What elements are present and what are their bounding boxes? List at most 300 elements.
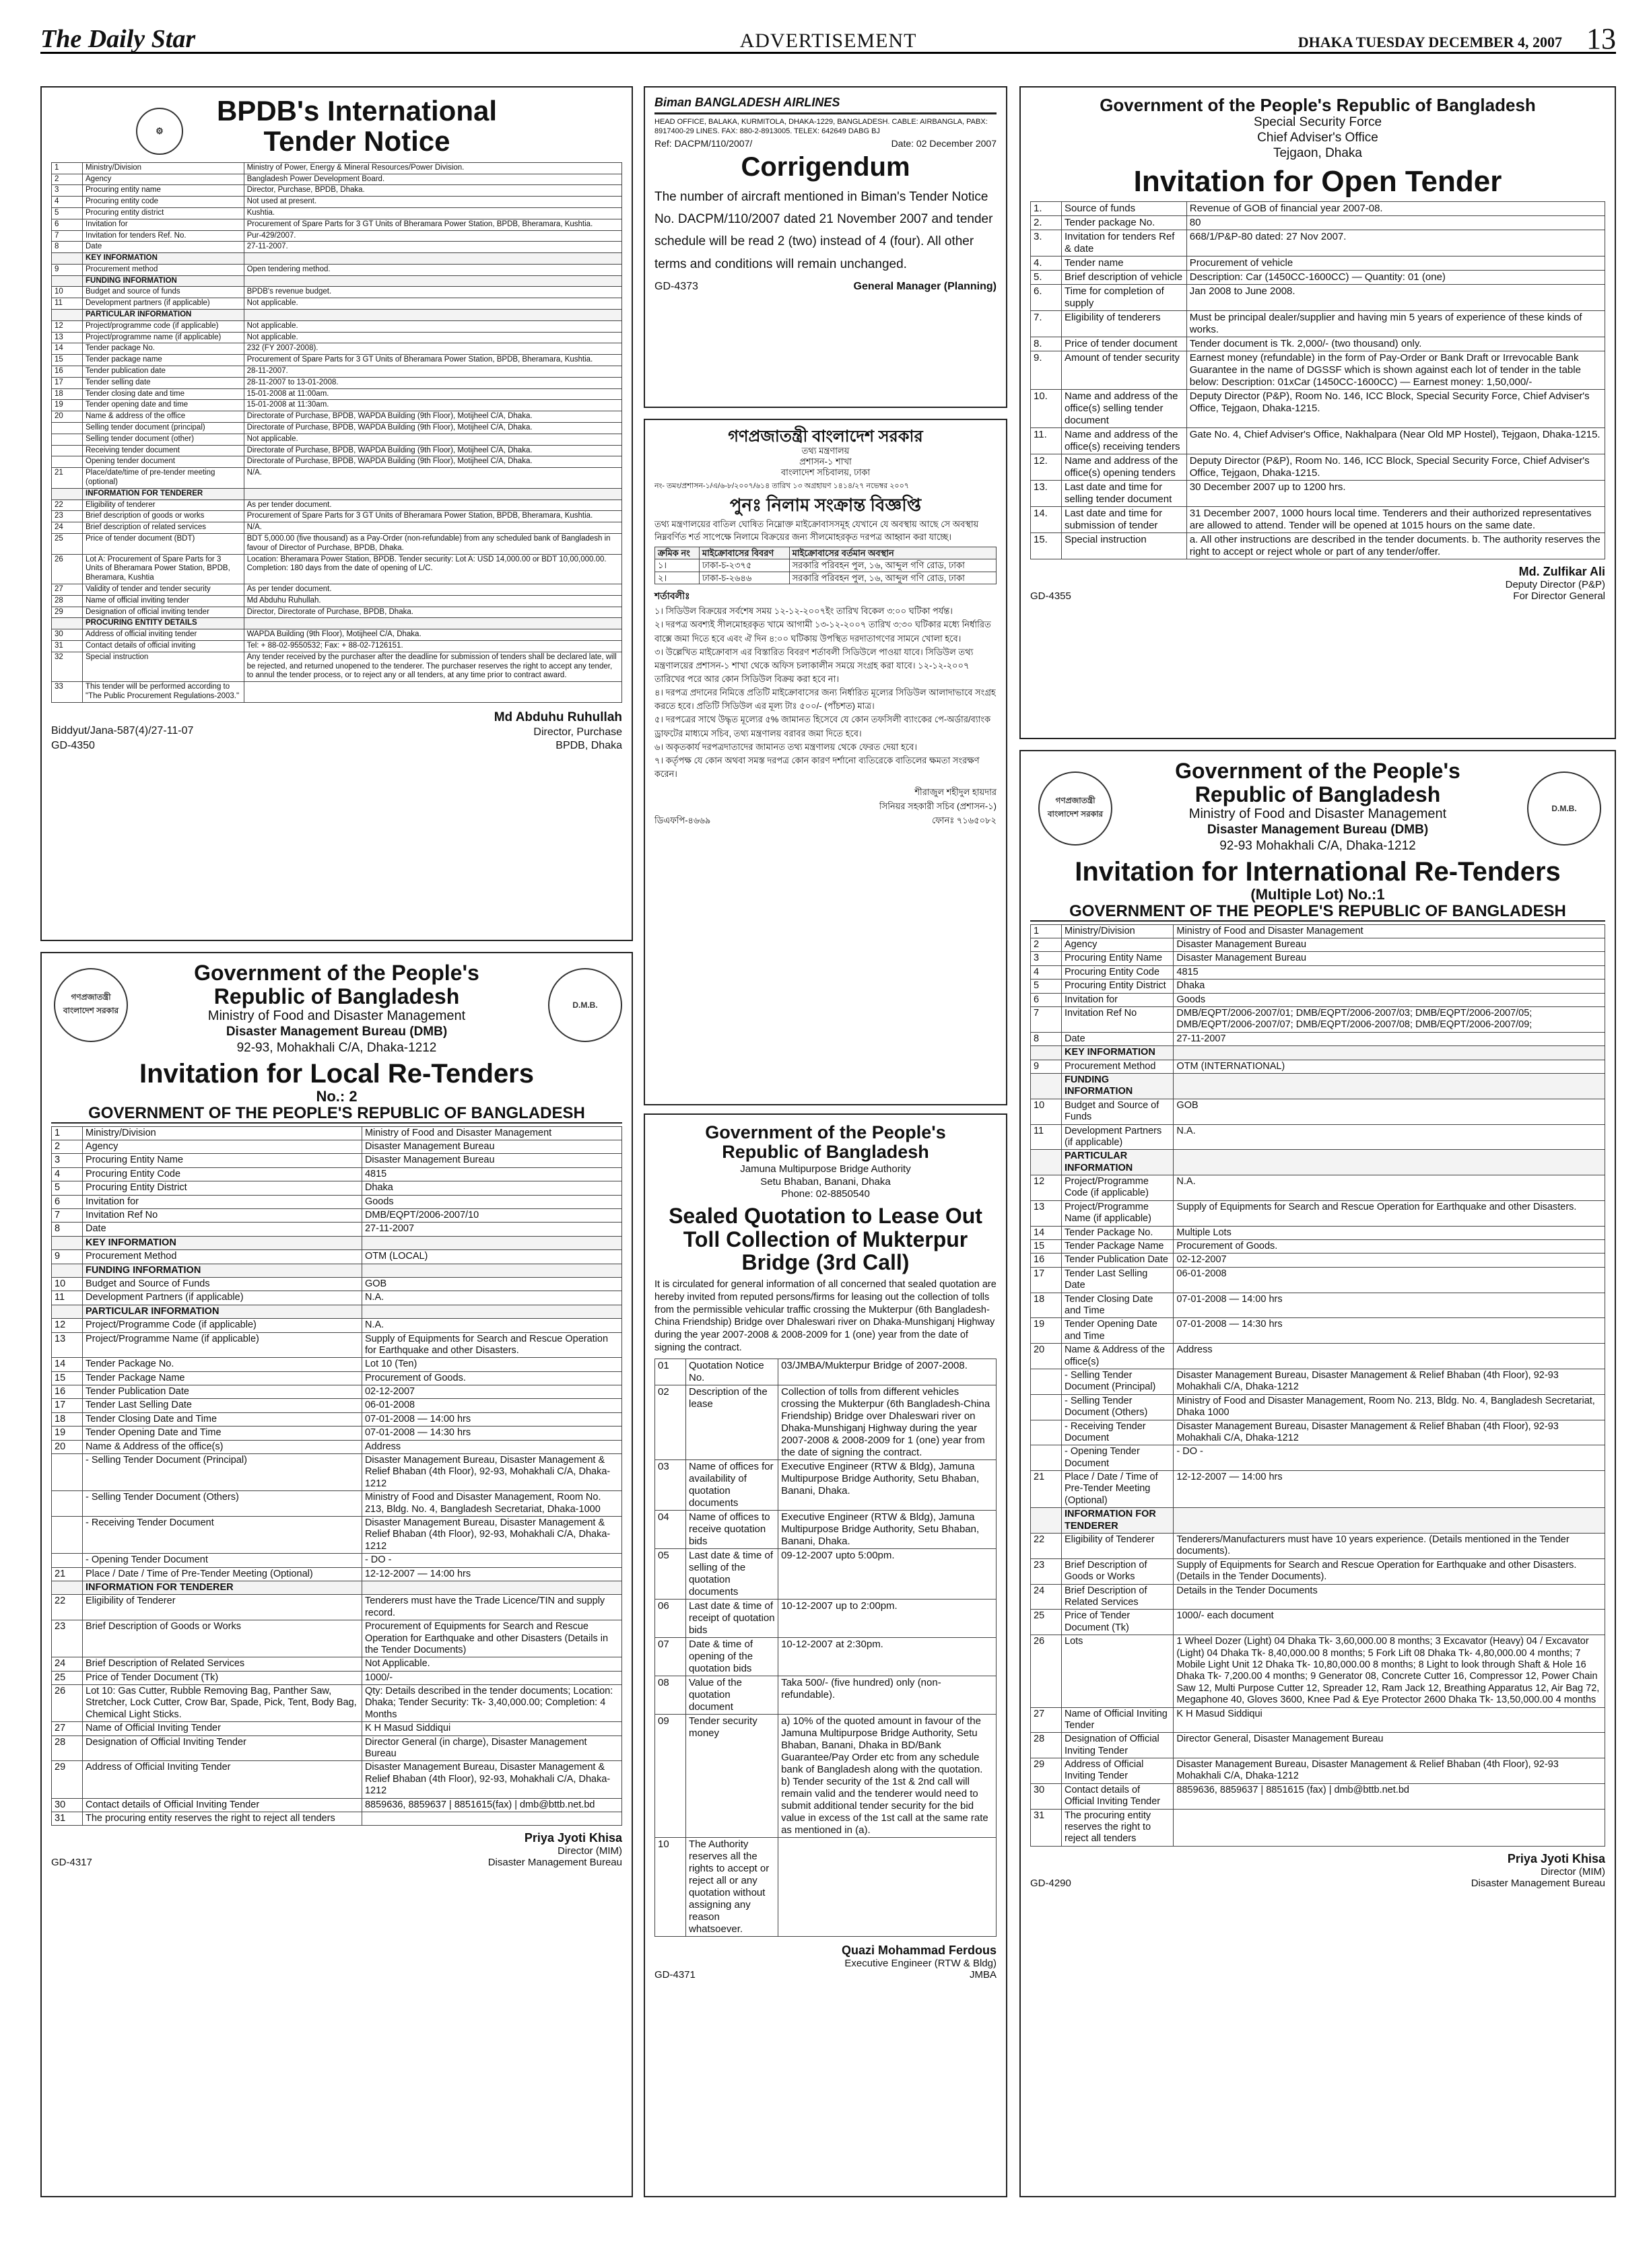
dmbi-row-cell: Disaster Management Bureau, Disaster Management & Relief Bhaban (4th Floor), 92-93 Mohakhali C/A, Dhaka-1212 — [1174, 1420, 1605, 1445]
dmbl-row-cell: 7 — [52, 1209, 83, 1223]
dmbl-row-cell: Contact details of Official Inviting Tender — [83, 1798, 362, 1812]
dmbi-tender-table — [1030, 924, 1605, 1847]
bpdb-row-cell: N/A. — [244, 468, 621, 489]
dmbl-row-cell — [362, 1812, 621, 1825]
ssf-row — [1031, 216, 1605, 230]
dmbi-row — [1031, 1558, 1605, 1584]
dmbl-row — [52, 1319, 622, 1332]
bpdb-row-cell: FUNDING INFORMATION — [83, 275, 244, 287]
ssf-row — [1031, 481, 1605, 507]
dmbi-row-cell: 30 — [1031, 1783, 1062, 1809]
dmbl-row-cell: 11 — [52, 1291, 83, 1305]
dmbl-row — [52, 1358, 622, 1371]
jamuna-row-cell: 06 — [655, 1599, 686, 1637]
dmbi-row-cell: 8859636, 8859637 | 8851615 (fax) | dmb@bttb.net.bd — [1174, 1783, 1605, 1809]
bpdb-row — [52, 629, 622, 641]
dmbl-row-cell: Procurement of Equipments for Search and Rescue Operation for Earthquake and other Disasters (Details in the Tender Documents) — [362, 1620, 621, 1657]
bpdb-row-cell: Lot A: Procurement of Spare Parts for 3 Units of Bheramara Power Station, BPDB, Bheramara, Kushtia — [83, 554, 244, 584]
dmbi-row-cell: 9 — [1031, 1060, 1062, 1073]
dmbi-row-cell: 1000/- each document — [1174, 1610, 1605, 1635]
bpdb-row — [52, 343, 622, 355]
ssf-row-cell: Tender document is Tk. 2,000/- (two thousand) only. — [1186, 337, 1605, 351]
dmbi-row-cell: 15 — [1031, 1240, 1062, 1253]
dmbl-row — [52, 1812, 622, 1825]
bpdb-row-cell: Not used at present. — [244, 197, 621, 208]
dmbi-row-cell: 31 — [1031, 1809, 1062, 1846]
ssf-title: Government of the People's Republic of Bangladesh — [1100, 95, 1536, 115]
bpdb-row-cell — [52, 456, 83, 468]
bpdb-row-cell: Not applicable. — [244, 332, 621, 343]
dmbl-row-cell: Project/Programme Name (if applicable) — [83, 1332, 362, 1358]
dmbl-row-cell: 13 — [52, 1332, 83, 1358]
dmbi-row-cell: 06-01-2008 — [1174, 1267, 1605, 1293]
bangla-cell: সরকারি পরিবহন পুল, ১৬, আব্দুল গণি রোড, ঢাকা — [789, 572, 996, 584]
bpdb-row-cell: Tel: + 88-02-9550532; Fax: + 88-02-7126151. — [244, 640, 621, 652]
dmbl-row-cell: - Opening Tender Document — [83, 1554, 362, 1567]
bpdb-row-cell: 8 — [52, 242, 83, 253]
ssf-row-cell: Tender package No. — [1062, 216, 1187, 230]
dmbi-row-cell: Name & Address of the office(s) — [1062, 1344, 1174, 1369]
bpdb-row-cell: 14 — [52, 343, 83, 355]
dmbi-row-cell: Supply of Equipments for Search and Rescue Operation for Earthquake and other Disasters. — [1174, 1200, 1605, 1226]
dmbi-row-cell: Project/Programme Name (if applicable) — [1062, 1200, 1174, 1226]
bpdb-row-cell: 12 — [52, 320, 83, 332]
jamuna-row — [655, 1385, 997, 1459]
dmbi-row-cell — [1031, 1046, 1062, 1060]
bpdb-row-cell: Special instruction — [83, 652, 244, 681]
dmbl-row-cell: Disaster Management Bureau, Disaster Management & Relief Bhaban (4th Floor), 92-93, Mohakhali C/A, Dhaka-1212 — [362, 1761, 621, 1798]
bpdb-title-line2: Tender Notice — [263, 125, 450, 158]
dmbl-row-cell: 06-01-2008 — [362, 1399, 621, 1412]
dmbi-row-cell: 22 — [1031, 1534, 1062, 1559]
dmbl-row-cell: Director General (in charge), Disaster Management Bureau — [362, 1736, 621, 1761]
dmbl-row-cell: Tender Package Name — [83, 1371, 362, 1385]
dmbl-title2: Republic of Bangladesh — [213, 984, 460, 1008]
dmbl-row-cell: Eligibility of Tenderer — [83, 1595, 362, 1620]
ssf-row-cell: 4. — [1031, 256, 1062, 271]
dmbl-row — [52, 1685, 622, 1722]
dmbl-row-cell: Not Applicable. — [362, 1657, 621, 1671]
dmbi-row-cell: 02-12-2007 — [1174, 1253, 1605, 1267]
dmbi-row-cell — [1174, 1809, 1605, 1846]
jamuna-code: GD-4371 — [654, 1968, 696, 1981]
dmbi-row-cell — [1174, 1046, 1605, 1060]
dmbl-row-cell: 25 — [52, 1671, 83, 1684]
dmbl-row-cell: GOB — [362, 1277, 621, 1291]
dmb-seal-icon — [548, 968, 622, 1042]
jamuna-row-cell: Value of the quotation document — [686, 1676, 778, 1714]
bpdb-row — [52, 185, 622, 197]
bpdb-row-cell: Contact details of official inviting — [83, 640, 244, 652]
dmbi-row-cell: Ministry/Division — [1062, 924, 1174, 938]
dmbl-row — [52, 1620, 622, 1657]
jamuna-row — [655, 1637, 997, 1676]
ssf-row-cell: Eligibility of tenderers — [1062, 311, 1187, 337]
dmbl-row-cell — [362, 1581, 621, 1594]
bpdb-row-cell: Tender publication date — [83, 366, 244, 378]
bpdb-row-cell: 7 — [52, 230, 83, 242]
dmbi-row-cell: Address of Official Inviting Tender — [1062, 1758, 1174, 1784]
dmbl-sub1: Ministry of Food and Disaster Management — [207, 1008, 466, 1024]
dmbl-row-cell: Invitation Ref No — [83, 1209, 362, 1223]
jamuna-row — [655, 1837, 997, 1936]
biman-title: Corrigendum — [741, 151, 910, 182]
dmbi-row-cell: Invitation Ref No — [1062, 1007, 1174, 1033]
dmbl-row-cell: Lot 10 (Ten) — [362, 1358, 621, 1371]
biman-corrigendum-ad — [644, 86, 1007, 408]
jamuna-row-cell: Executive Engineer (RTW & Bldg), Jamuna Multipurpose Bridge Authority, Setu Bhaban, Banani, Dhaka. — [778, 1510, 997, 1548]
bpdb-ref: Biddyut/Jana-587(4)/27-11-07 — [51, 724, 194, 736]
dmbl-row-cell: Project/Programme Code (if applicable) — [83, 1319, 362, 1332]
bpdb-row-cell: INFORMATION FOR TENDERER — [83, 488, 244, 500]
bpdb-row-cell: 32 — [52, 652, 83, 681]
bpdb-row-cell: Invitation for tenders Ref. No. — [83, 230, 244, 242]
dmbi-row-cell: - Selling Tender Document (Principal) — [1062, 1369, 1174, 1394]
dmbl-row — [52, 1332, 622, 1358]
ssf-tender-table — [1030, 201, 1605, 559]
jamuna-row-cell: 02 — [655, 1385, 686, 1459]
dmbi-row — [1031, 1267, 1605, 1293]
dmbl-designation: Director (MIM) — [558, 1845, 622, 1857]
jamuna-row-cell — [778, 1837, 997, 1936]
bpdb-row — [52, 618, 622, 629]
bpdb-row-cell — [52, 310, 83, 321]
dmbl-row — [52, 1671, 622, 1684]
bangla-title: গণপ্রজাতন্ত্রী বাংলাদেশ সরকার — [728, 427, 923, 446]
bpdb-row — [52, 275, 622, 287]
dmbl-row-cell: Tenderers must have the Trade Licence/TIN and supply record. — [362, 1595, 621, 1620]
bpdb-row-cell: Tender opening date and time — [83, 400, 244, 411]
bpdb-row-cell: Directorate of Purchase, BPDB, WAPDA Building (9th Floor), Motijheel C/A, Dhaka. — [244, 445, 621, 456]
dmbi-row — [1031, 1073, 1605, 1099]
dmbi-row-cell: 28 — [1031, 1733, 1062, 1758]
dmbl-row — [52, 1167, 622, 1181]
dmbi-row-cell — [1174, 1073, 1605, 1099]
dmbi-row-cell: Tender Closing Date and Time — [1062, 1293, 1174, 1318]
dmbi-row-cell: N.A. — [1174, 1175, 1605, 1201]
bpdb-row — [52, 355, 622, 366]
dmbi-row — [1031, 1253, 1605, 1267]
dmbi-row-cell: Tenderers/Manufacturers must have 10 years experience. (Details mentioned in the Tender documents). — [1174, 1534, 1605, 1559]
bpdb-row — [52, 682, 622, 703]
dmbl-row-cell: Invitation for — [83, 1195, 362, 1208]
dmbl-row-cell: 31 — [52, 1812, 83, 1825]
dmbi-row-cell: Ministry of Food and Disaster Management — [1174, 924, 1605, 938]
dmbl-row-cell: 19 — [52, 1427, 83, 1440]
bpdb-row-cell: 22 — [52, 500, 83, 511]
dmbi-row-cell: 24 — [1031, 1584, 1062, 1610]
dmbi-gov-line: GOVERNMENT OF THE PEOPLE'S REPUBLIC OF BANGLADESH — [1030, 903, 1605, 922]
bpdb-row-cell: Development partners (if applicable) — [83, 298, 244, 310]
bpdb-row-cell: 28-11-2007. — [244, 366, 621, 378]
jamuna-row-cell: Name of offices for availability of quotation documents — [686, 1459, 778, 1510]
bpdb-row — [52, 197, 622, 208]
bpdb-row-cell: Project/programme code (if applicable) — [83, 320, 244, 332]
jamuna-row — [655, 1548, 997, 1599]
jamuna-row-cell: 09 — [655, 1714, 686, 1837]
dmbl-tender-table — [51, 1126, 622, 1826]
dmbl-row-cell: 18 — [52, 1412, 83, 1426]
ssf-sub1: Special Security Force — [1253, 115, 1382, 130]
dmbi-heading: Invitation for International Re-Tenders — [1075, 856, 1561, 887]
bangla-header-cell: ক্রমিক নং — [655, 547, 700, 559]
dmbl-row-cell: 20 — [52, 1440, 83, 1453]
dmbi-row-cell: 4 — [1031, 965, 1062, 979]
jamuna-row — [655, 1459, 997, 1510]
dmbl-row-cell: Development Partners (if applicable) — [83, 1291, 362, 1305]
dmbi-code: GD-4290 — [1030, 1877, 1071, 1889]
ssf-signer: Md. Zulfikar Ali — [1518, 565, 1605, 579]
bpdb-designation: Director, Purchase — [533, 726, 622, 738]
bpdb-row — [52, 445, 622, 456]
jamuna-row-cell: Name of offices to receive quotation bids — [686, 1510, 778, 1548]
dmbl-row — [52, 1154, 622, 1167]
dmbl-row — [52, 1236, 622, 1249]
dmbl-row-cell: N.A. — [362, 1291, 621, 1305]
dmbi-row — [1031, 1099, 1605, 1124]
dmbl-row-cell: Disaster Management Bureau — [362, 1154, 621, 1167]
bpdb-row — [52, 366, 622, 378]
dmb-seal-icon-2 — [1527, 771, 1601, 846]
dmbi-row-cell: 18 — [1031, 1293, 1062, 1318]
dmbl-row-cell: DMB/EQPT/2006-2007/10 — [362, 1209, 621, 1223]
bpdb-row-cell: Pur-429/2007. — [244, 230, 621, 242]
jamuna-row — [655, 1676, 997, 1714]
dmbl-row-cell: Name of Official Inviting Tender — [83, 1722, 362, 1736]
dmbl-row — [52, 1427, 622, 1440]
dmbi-row-cell: 6 — [1031, 993, 1062, 1006]
dmbl-row-cell: 07-01-2008 — 14:00 hrs — [362, 1412, 621, 1426]
dmbi-row-cell — [1031, 1150, 1062, 1175]
jamuna-row-cell: Description of the lease — [686, 1385, 778, 1459]
dmbl-row-cell: 27-11-2007 — [362, 1223, 621, 1236]
bpdb-row — [52, 607, 622, 618]
bpdb-row-cell: 27-11-2007. — [244, 242, 621, 253]
newspaper-brand: The Daily Star — [40, 25, 196, 53]
ssf-row-cell: 5. — [1031, 271, 1062, 285]
dmbl-sub3: 92-93, Mohakhali C/A, Dhaka-1212 — [236, 1040, 437, 1055]
bpdb-row-cell — [244, 275, 621, 287]
bpdb-row-cell: Opening tender document — [83, 456, 244, 468]
ssf-row-cell: 11. — [1031, 428, 1062, 454]
bpdb-row-cell: Price of tender document (BDT) — [83, 534, 244, 555]
bpdb-row — [52, 298, 622, 310]
dmbi-row-cell: 17 — [1031, 1267, 1062, 1293]
jamuna-row-cell: 03 — [655, 1459, 686, 1510]
dmbi-row — [1031, 965, 1605, 979]
dmbi-row-cell: Multiple Lots — [1174, 1226, 1605, 1239]
bpdb-row-cell: 3 — [52, 185, 83, 197]
ssf-row — [1031, 230, 1605, 256]
bpdb-row-cell: PROCURING ENTITY DETAILS — [83, 618, 244, 629]
bpdb-row — [52, 264, 622, 275]
jamuna-heading2: Toll Collection of Mukterpur — [683, 1227, 968, 1251]
ssf-row-cell: Source of funds — [1062, 202, 1187, 216]
ssf-row-cell: a. All other instructions are described in the tender documents. b. The authority reserves the right to accept or reject whole or part of any tender/offer. — [1186, 533, 1605, 559]
dmbi-row-cell — [1174, 1508, 1605, 1534]
dmbi-row-cell: 7 — [1031, 1007, 1062, 1033]
ssf-row — [1031, 311, 1605, 337]
bpdb-row — [52, 511, 622, 522]
dmbl-row-cell: Ministry of Food and Disaster Management, Room No. 213, Bldg. No. 4, Bangladesh Secretariat, Dhaka-1000 — [362, 1491, 621, 1517]
dmbl-row-cell: 14 — [52, 1358, 83, 1371]
bpdb-row — [52, 377, 622, 388]
dmbl-row — [52, 1736, 622, 1761]
bpdb-row-cell: Procurement of Spare Parts for 3 GT Units of Bheramara Power Station, BPDB, Bheramara, Kushtia. — [244, 511, 621, 522]
bpdb-row-cell: Name & address of the office — [83, 411, 244, 423]
bpdb-row-cell: Receiving tender document — [83, 445, 244, 456]
dmbi-row-cell: PARTICULAR INFORMATION — [1062, 1150, 1174, 1175]
dmbl-row-cell: Qty: Details described in the tender documents; Location: Dhaka; Tender Security: Tk- 3,40,000.00; Completion: 4 Months — [362, 1685, 621, 1722]
bpdb-row-cell: Selling tender document (principal) — [83, 423, 244, 434]
dmbl-row-cell — [52, 1581, 83, 1594]
dmbl-row-cell — [362, 1305, 621, 1318]
dmbi-row — [1031, 1200, 1605, 1226]
ssf-row-cell: 6. — [1031, 285, 1062, 311]
bangla-sub1: তথ্য মন্ত্রণালয় — [801, 445, 850, 456]
dmbl-row-cell: Name & Address of the office(s) — [83, 1440, 362, 1453]
dmbi-row-cell: Disaster Management Bureau — [1174, 952, 1605, 965]
dmbl-heading: Invitation for Local Re-Tenders — [139, 1058, 534, 1089]
dmbl-row-cell: Designation of Official Inviting Tender — [83, 1736, 362, 1761]
bpdb-row-cell: 1 — [52, 162, 83, 174]
ssf-row-cell: 12. — [1031, 454, 1062, 481]
bpdb-title-line1: BPDB's International — [216, 95, 498, 127]
ssf-row-cell: Amount of tender security — [1062, 351, 1187, 390]
jamuna-row — [655, 1359, 997, 1385]
dmbl-row-cell — [52, 1305, 83, 1318]
dmbi-row-cell: N.A. — [1174, 1124, 1605, 1150]
bpdb-row-cell: Bangladesh Power Development Board. — [244, 174, 621, 185]
bpdb-row-cell: KEY INFORMATION — [83, 253, 244, 265]
dmbl-row — [52, 1126, 622, 1140]
dmbl-row-cell: Ministry of Food and Disaster Management — [362, 1126, 621, 1140]
dmbl-row-cell: 4815 — [362, 1167, 621, 1181]
dmbl-row-cell: Disaster Management Bureau, Disaster Management & Relief Bhaban (4th Floor), 92-93, Mohakhali C/A, Dhaka-1212 — [362, 1517, 621, 1554]
dmbl-row-cell: Tender Closing Date and Time — [83, 1412, 362, 1426]
ssf-row — [1031, 202, 1605, 216]
bpdb-row — [52, 434, 622, 445]
dmbl-row-cell: Budget and Source of Funds — [83, 1277, 362, 1291]
dmbl-row — [52, 1264, 622, 1277]
bpdb-row-cell: BDT 5,000.00 (five thousand) as a Pay-Order (non-refundable) from any scheduled bank of Bangladesh in favour of Director of Purchase, BPDB, Dhaka. — [244, 534, 621, 555]
dmbl-row-cell: 5 — [52, 1181, 83, 1195]
dmbi-row-cell: Lots — [1062, 1635, 1174, 1707]
dmbl-row-cell: 1000/- — [362, 1671, 621, 1684]
bpdb-row — [52, 253, 622, 265]
bpdb-row-cell: Validity of tender and tender security — [83, 584, 244, 596]
dmbi-row-cell — [1031, 1394, 1062, 1420]
dmbi-row — [1031, 1226, 1605, 1239]
jamuna-row — [655, 1714, 997, 1837]
bpdb-row-cell: This tender will be performed according to "The Public Procurement Regulations-2003." — [83, 682, 244, 703]
bangla-row — [655, 559, 997, 572]
bangla-code: ডিএফপি-৪৬৬৯ — [654, 815, 711, 826]
dmbl-row-cell: Tender Package No. — [83, 1358, 362, 1371]
bpdb-row-cell: Brief description of goods or works — [83, 511, 244, 522]
jamuna-row-cell: Last date & time of receipt of quotation bids — [686, 1599, 778, 1637]
bpdb-row — [52, 400, 622, 411]
bpdb-row-cell: 30 — [52, 629, 83, 641]
dmbl-row-cell — [52, 1554, 83, 1567]
bangla-heading: পুনঃ নিলাম সংক্রান্ত বিজ্ঞপ্তি — [729, 495, 922, 516]
bpdb-row-cell: 26 — [52, 554, 83, 584]
bpdb-row — [52, 242, 622, 253]
bpdb-row — [52, 522, 622, 534]
bpdb-row-cell: Directorate of Purchase, BPDB, WAPDA Building (9th Floor), Motijheel C/A, Dhaka. — [244, 456, 621, 468]
bpdb-row-cell: Not applicable. — [244, 298, 621, 310]
section-label: ADVERTISEMENT — [739, 30, 917, 52]
bpdb-row-cell: 232 (FY 2007-2008). — [244, 343, 621, 355]
dmbi-row-cell: INFORMATION FOR TENDERER — [1062, 1508, 1174, 1534]
ssf-row-cell: Price of tender document — [1062, 337, 1187, 351]
dmbi-row-cell: - DO - — [1174, 1445, 1605, 1471]
bpdb-row — [52, 310, 622, 321]
ssf-row-cell: 31 December 2007, 1000 hours local time. Tenderers and their authorized representatives are allowed to attend. Tender will be opened at 1015 hours on the same date. — [1186, 507, 1605, 533]
bpdb-row-cell: 33 — [52, 682, 83, 703]
jamuna-row-cell: Executive Engineer (RTW & Bldg), Jamuna Multipurpose Bridge Authority, Setu Bhaban, Banani, Dhaka. — [778, 1459, 997, 1510]
ssf-row-cell: 1. — [1031, 202, 1062, 216]
dmbi-row-cell: 16 — [1031, 1253, 1062, 1267]
jamuna-row-cell: a) 10% of the quoted amount in favour of the Jamuna Multipurpose Bridge Authority, Setu Bhaban, Banani, Dhaka in BD/Bank Guarantee/Pay Order etc from any schedule bank of Bangladesh along with the quotation. b) Tender security of the 1st & 2nd call will remain valid and the tenderer would need to submit additional tender security for the bid value in excess of the 1st call at the same rate as mentioned in (a). — [778, 1714, 997, 1837]
jamuna-table — [654, 1359, 997, 1937]
dmbi-row-cell: 4815 — [1174, 965, 1605, 979]
dmbl-row-cell: 17 — [52, 1399, 83, 1412]
dmb-international-tender-ad — [1019, 750, 1616, 2197]
ssf-row — [1031, 390, 1605, 428]
bpdb-row-cell: Invitation for — [83, 219, 244, 230]
dmbi-row — [1031, 1758, 1605, 1784]
dmbi-row-cell: - Receiving Tender Document — [1062, 1420, 1174, 1445]
bpdb-row — [52, 468, 622, 489]
dmbi-row-cell: Tender Opening Date and Time — [1062, 1318, 1174, 1344]
dmbl-row-cell: 07-01-2008 — 14:30 hrs — [362, 1427, 621, 1440]
jamuna-sub1: Jamuna Multipurpose Bridge Authority — [740, 1163, 911, 1175]
dmbi-row-cell: 1 — [1031, 924, 1062, 938]
dmbi-sub2: Disaster Management Bureau (DMB) — [1207, 823, 1429, 837]
ssf-row — [1031, 507, 1605, 533]
dmbi-row — [1031, 1150, 1605, 1175]
ssf-row-cell: 13. — [1031, 481, 1062, 507]
bpdb-row-cell: 11 — [52, 298, 83, 310]
bpdb-row-cell: 28-11-2007 to 13-01-2008. — [244, 377, 621, 388]
dmbi-row-cell: Name of Official Inviting Tender — [1062, 1707, 1174, 1733]
ssf-row — [1031, 533, 1605, 559]
dmbi-row-cell: Place / Date / Time of Pre-Tender Meeting (Optional) — [1062, 1471, 1174, 1508]
dmbl-row-cell: 02-12-2007 — [362, 1385, 621, 1399]
bpdb-row-cell: 25 — [52, 534, 83, 555]
ssf-row-cell: 80 — [1186, 216, 1605, 230]
dmbl-gov-line: GOVERNMENT OF THE PEOPLE'S REPUBLIC OF BANGLADESH — [51, 1105, 622, 1124]
dmbi-row-cell: 27 — [1031, 1707, 1062, 1733]
bpdb-row — [52, 287, 622, 298]
dmbl-row-cell: Procuring Entity Name — [83, 1154, 362, 1167]
dmbl-signer: Priya Jyoti Khisa — [524, 1831, 622, 1845]
bpdb-row-cell: WAPDA Building (9th Floor), Motijheel C/A, Dhaka. — [244, 629, 621, 641]
dmbi-row — [1031, 1344, 1605, 1369]
bpdb-row — [52, 488, 622, 500]
dmbi-row-cell — [1174, 1150, 1605, 1175]
bpdb-row-cell: Date — [83, 242, 244, 253]
dmbi-row — [1031, 1783, 1605, 1809]
dmbl-row-cell: 6 — [52, 1195, 83, 1208]
dmbl-row-cell: FUNDING INFORMATION — [83, 1264, 362, 1277]
jamuna-row-cell: 10 — [655, 1837, 686, 1936]
bpdb-row-cell: BPDB's revenue budget. — [244, 287, 621, 298]
dmbi-row-cell: Brief Description of Related Services — [1062, 1584, 1174, 1610]
bangla-term: ৪। দরপত্র প্রদানের নিমিত্তে প্রতিটি মাইক্রোবাসের জন্য নির্ধারিত মূল্যের সিডিউল আলাদাভাবে সংগ্রহ করতে হবে। প্রতিটি সিডিউল এর মূল্য টাঃ ৫০০/- (পাঁচশত) মাত্র। — [654, 687, 996, 712]
bangla-sub2: প্রশাসন-১ শাখা — [799, 456, 852, 467]
